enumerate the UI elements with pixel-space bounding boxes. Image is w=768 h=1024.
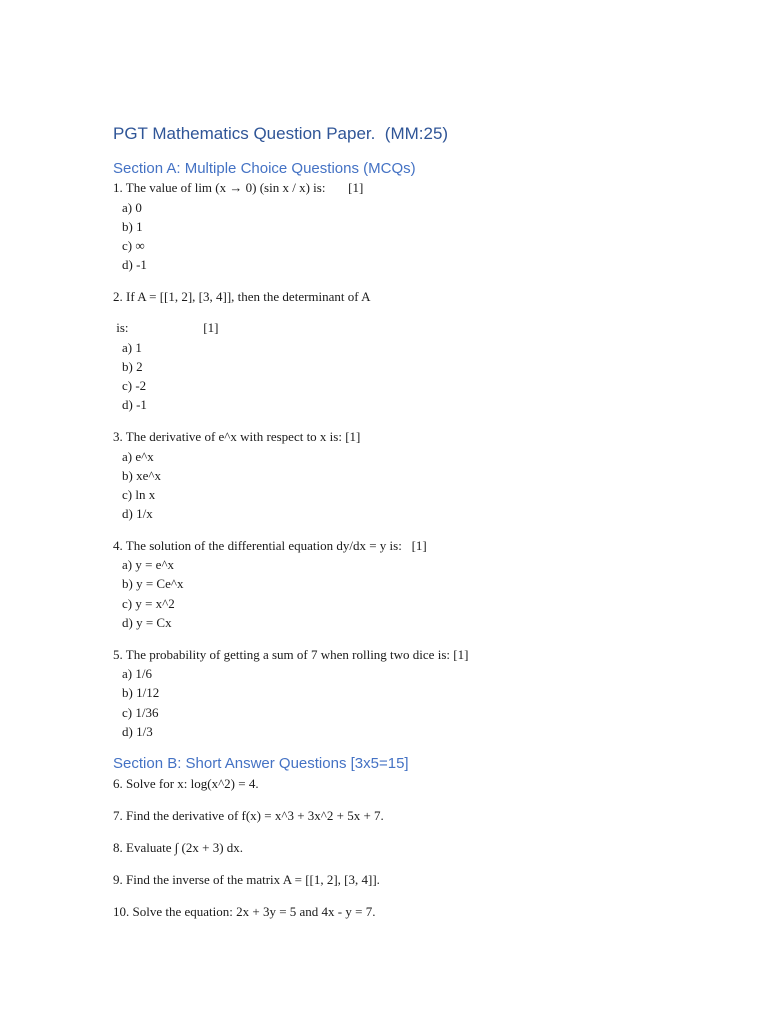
question-3-option-a: a) e^x xyxy=(122,449,154,464)
question-2-continuation: is: [1] xyxy=(113,320,219,335)
section-b-heading: Section B: Short Answer Questions [3x5=15] xyxy=(113,755,409,772)
question-5-option-b: b) 1/12 xyxy=(122,685,160,700)
question-3: 3. The derivative of e^x with respect to x is: [1] xyxy=(113,429,361,444)
question-9: 9. Find the inverse of the matrix A = [[1, 2], [3, 4]]. xyxy=(113,872,380,887)
question-5-option-a: a) 1/6 xyxy=(122,666,152,681)
question-3-option-c: c) ln x xyxy=(122,487,156,502)
section-a-heading: Section A: Multiple Choice Questions (MCQs) xyxy=(113,160,416,177)
question-1-option-a: a) 0 xyxy=(122,200,142,215)
question-2-option-c: c) -2 xyxy=(122,378,147,393)
paper-title: PGT Mathematics Question Paper. (MM:25) xyxy=(113,124,449,143)
question-8: 8. Evaluate ∫ (2x + 3) dx. xyxy=(113,840,244,855)
question-1: 1. The value of lim (x → 0) (sin x / x) is: [1] xyxy=(113,180,364,195)
question-4-option-b: b) y = Ce^x xyxy=(122,576,184,591)
question-6: 6. Solve for x: log(x^2) = 4. xyxy=(113,776,259,791)
question-2-option-a: a) 1 xyxy=(122,340,142,355)
question-7: 7. Find the derivative of f(x) = x^3 + 3x^2 + 5x + 7. xyxy=(113,808,384,823)
question-1-option-b: b) 1 xyxy=(122,219,143,234)
question-2: 2. If A = [[1, 2], [3, 4]], then the determinant of A xyxy=(113,289,371,304)
question-2-option-d: d) -1 xyxy=(122,397,147,412)
question-3-option-b: b) xe^x xyxy=(122,468,161,483)
question-5-option-d: d) 1/3 xyxy=(122,724,153,739)
question-2-option-b: b) 2 xyxy=(122,359,143,374)
question-4: 4. The solution of the differential equation dy/dx = y is: [1] xyxy=(113,538,427,553)
question-4-option-c: c) y = x^2 xyxy=(122,596,175,611)
question-10: 10. Solve the equation: 2x + 3y = 5 and 4x - y = 7. xyxy=(113,904,376,919)
question-5: 5. The probability of getting a sum of 7 when rolling two dice is: [1] xyxy=(113,647,469,662)
question-3-option-d: d) 1/x xyxy=(122,506,153,521)
question-1-option-c: c) ∞ xyxy=(122,238,145,253)
question-4-option-a: a) y = e^x xyxy=(122,557,175,572)
question-1-option-d: d) -1 xyxy=(122,257,147,272)
question-5-option-c: c) 1/36 xyxy=(122,705,159,720)
question-4-option-d: d) y = Cx xyxy=(122,615,172,630)
